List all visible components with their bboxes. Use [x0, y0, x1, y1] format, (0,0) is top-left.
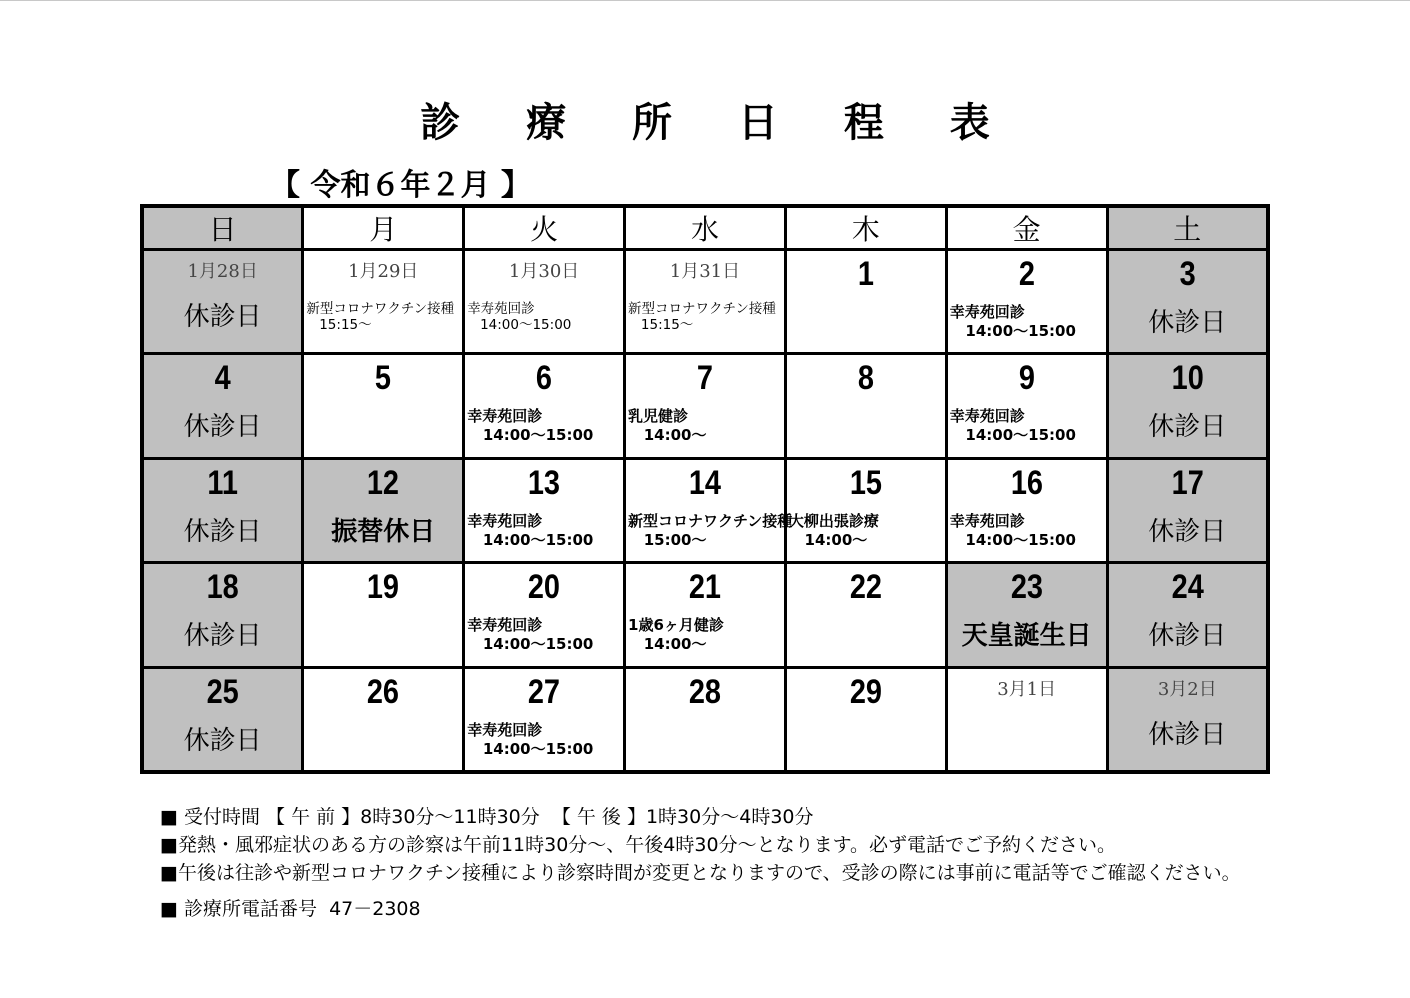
- event-title: 新型コロナワクチン接種: [628, 301, 776, 317]
- day-number: 24: [1171, 568, 1204, 607]
- schedule-event: [948, 512, 1106, 550]
- day-cell: [464, 563, 625, 667]
- day-cell: [946, 563, 1107, 667]
- closed-label: 休診日: [183, 725, 262, 756]
- event-indent: [789, 531, 805, 549]
- day-cell: [625, 667, 786, 772]
- day-number: 5: [375, 359, 392, 398]
- day-cell: [1107, 563, 1268, 667]
- day-cell: [946, 667, 1107, 772]
- schedule-event: [626, 407, 784, 445]
- day-number: 18: [206, 568, 239, 607]
- day-number: 21: [688, 568, 722, 607]
- event-time: 14:00～15:00: [482, 635, 594, 654]
- day-cell: [142, 667, 303, 772]
- day-number: 29: [849, 672, 882, 711]
- closed-label: 休診日: [1148, 516, 1227, 547]
- schedule-event: [787, 512, 945, 550]
- event-title: 幸寿苑回診: [467, 407, 543, 426]
- top-border-line: [0, 0, 1410, 1]
- schedule-event: [465, 512, 623, 550]
- day-cell: [142, 563, 303, 667]
- event-time: 15:15～: [319, 317, 372, 333]
- event-title: 幸寿苑回診: [467, 720, 543, 739]
- day-cell: [1107, 354, 1268, 458]
- day-number: 25: [206, 672, 239, 711]
- schedule-event: [948, 303, 1106, 341]
- event-indent: [950, 322, 966, 340]
- event-indent: [950, 426, 966, 444]
- event-title: 新型コロナワクチン接種: [628, 511, 793, 530]
- event-time: 14:00～15:00: [965, 530, 1076, 549]
- week-row: [142, 458, 1268, 562]
- weekday-sun: 日: [142, 206, 303, 250]
- event-indent: [628, 635, 644, 653]
- event-indent: [950, 531, 966, 549]
- closed-label: 天皇誕生日: [961, 621, 1092, 652]
- day-number: 1月28日: [187, 261, 258, 282]
- event-time: 14:00～: [804, 530, 868, 549]
- closed-label: 休診日: [183, 302, 262, 332]
- day-number: 17: [1171, 463, 1204, 502]
- day-number: 20: [528, 568, 561, 607]
- day-cell: [785, 354, 946, 458]
- day-cell: [303, 667, 464, 772]
- day-number: 23: [1010, 568, 1043, 607]
- weekday-sat: 土: [1107, 206, 1268, 250]
- schedule-event: [626, 511, 793, 550]
- weekday-mon: 月: [303, 206, 464, 250]
- day-number: 6: [536, 359, 553, 398]
- event-indent: [467, 426, 483, 444]
- schedule-event: [465, 301, 623, 333]
- day-cell: [303, 354, 464, 458]
- event-indent: [628, 317, 641, 333]
- event-time: 15:00～: [643, 530, 707, 549]
- day-cell: [142, 354, 303, 458]
- event-time: 14:00～: [643, 426, 707, 445]
- day-number: 1月29日: [348, 261, 419, 282]
- schedule-event: [948, 407, 1106, 445]
- day-cell: [142, 250, 303, 354]
- event-time: 14:00～: [643, 635, 707, 654]
- schedule-event: [626, 301, 784, 333]
- day-number: 27: [528, 672, 561, 711]
- closed-label: 休診日: [1148, 621, 1227, 652]
- day-cell: [1107, 250, 1268, 354]
- event-title: 乳児健診: [628, 407, 689, 426]
- day-cell: [946, 354, 1107, 458]
- day-number: 2: [1018, 255, 1035, 293]
- event-title: 幸寿苑回診: [467, 616, 543, 635]
- event-time: 14:00～15:00: [965, 322, 1076, 340]
- schedule-event: [465, 721, 623, 759]
- note-afternoon-change: ■午後は往診や新型コロナワクチン接種により診察時間が変更となりますので、受診の際には事前に電話等でご確認ください。: [160, 862, 1241, 884]
- day-cell: [785, 563, 946, 667]
- day-cell: [142, 458, 303, 562]
- day-cell: [464, 458, 625, 562]
- notes-section: [160, 803, 1241, 923]
- day-cell: [464, 354, 625, 458]
- day-number: 3: [1179, 255, 1196, 293]
- day-cell: [1107, 458, 1268, 562]
- day-number: 1月30日: [508, 261, 580, 282]
- week-row: [142, 563, 1268, 667]
- event-title: 新型コロナワクチン接種: [306, 301, 455, 317]
- event-time: 15:15～: [640, 317, 694, 333]
- day-cell: [303, 563, 464, 667]
- weekday-fri: 金: [946, 206, 1107, 250]
- week-row: [142, 354, 1268, 458]
- event-title: 幸寿苑回診: [949, 511, 1025, 530]
- day-number: 28: [688, 672, 722, 711]
- closed-label: 休診日: [183, 621, 262, 652]
- day-number: 7: [696, 359, 713, 398]
- day-number: 12: [367, 463, 400, 502]
- event-time: 14:00～15:00: [482, 426, 594, 445]
- weekday-thu: 木: [785, 206, 946, 250]
- schedule-event: [626, 616, 784, 654]
- closed-label: 休診日: [183, 516, 262, 547]
- day-cell: [464, 667, 625, 772]
- event-title: 幸寿苑回診: [949, 303, 1025, 321]
- weekday-wed: 水: [625, 206, 786, 250]
- day-cell: [785, 667, 946, 772]
- day-number: 3月1日: [997, 678, 1057, 700]
- event-indent: [306, 317, 319, 333]
- event-indent: [467, 635, 483, 653]
- day-cell: [625, 354, 786, 458]
- schedule-event: [465, 407, 623, 445]
- day-number: 15: [849, 463, 882, 502]
- month-label: 【 令和６年２月 】: [270, 168, 531, 203]
- day-number: 9: [1018, 359, 1035, 398]
- weekday-tue: 火: [464, 206, 625, 250]
- day-cell: [946, 458, 1107, 562]
- calendar-table: [140, 204, 1270, 774]
- schedule-event: [465, 616, 623, 654]
- week-row: [142, 667, 1268, 772]
- event-indent: [628, 531, 644, 549]
- event-title: 幸寿苑回診: [467, 511, 543, 530]
- event-title: 大柳出張診療: [788, 511, 879, 530]
- event-title: 幸寿苑回診: [467, 301, 535, 317]
- day-number: 3月2日: [1157, 678, 1217, 700]
- day-number: 19: [367, 568, 400, 607]
- event-indent: [467, 317, 480, 333]
- day-number: 16: [1010, 463, 1043, 502]
- day-number: 8: [857, 359, 874, 398]
- day-number: 22: [849, 568, 882, 607]
- day-cell: [625, 563, 786, 667]
- day-number: 10: [1171, 359, 1204, 398]
- closed-label: 休診日: [183, 412, 262, 443]
- week-row: [142, 250, 1268, 354]
- event-title: 1歳6ヶ月健診: [628, 616, 724, 635]
- day-number: 4: [214, 359, 231, 398]
- page-title: 診 療 所 日 程 表: [420, 100, 1016, 146]
- day-cell: [303, 458, 464, 562]
- event-time: 14:00～15:00: [482, 530, 594, 549]
- event-indent: [467, 740, 483, 758]
- day-cell: [785, 458, 946, 562]
- schedule-event: [304, 301, 462, 333]
- event-time: 14:00～15:00: [482, 739, 594, 758]
- day-cell: [785, 250, 946, 354]
- event-indent: [467, 531, 483, 549]
- note-fever-patients: ■発熱・風邪症状のある方の診察は午前11時30分～、午後4時30分～となります。必ず電話でご予約ください。: [160, 834, 1117, 856]
- day-cell: [625, 250, 786, 354]
- day-cell: [303, 250, 464, 354]
- day-number: 14: [688, 463, 722, 502]
- day-number: 26: [367, 672, 400, 711]
- event-indent: [628, 426, 644, 444]
- closed-label: 休診日: [1148, 719, 1227, 750]
- day-cell: [946, 250, 1107, 354]
- clinic-phone-number: ■ 診療所電話番号 47－2308: [160, 898, 421, 920]
- day-number: 1月31日: [669, 261, 741, 282]
- day-cell: [1107, 667, 1268, 772]
- closed-label: 休診日: [1148, 308, 1227, 338]
- weekday-header-row: [142, 206, 1268, 250]
- note-reception-hours: ■ 受付時間 【 午 前 】8時30分～11時30分 【 午 後 】1時30分～4時30分: [160, 806, 814, 828]
- event-title: 幸寿苑回診: [949, 407, 1025, 426]
- day-cell: [464, 250, 625, 354]
- event-time: 14:00～15:00: [480, 317, 572, 333]
- closed-label: 休診日: [1148, 412, 1227, 443]
- calendar-body: [142, 250, 1268, 773]
- day-cell: [625, 458, 793, 562]
- day-number: 1: [857, 255, 874, 293]
- event-time: 14:00～15:00: [965, 426, 1076, 445]
- day-number: 11: [207, 463, 238, 502]
- day-number: 13: [528, 463, 561, 502]
- closed-label: 振替休日: [331, 516, 436, 547]
